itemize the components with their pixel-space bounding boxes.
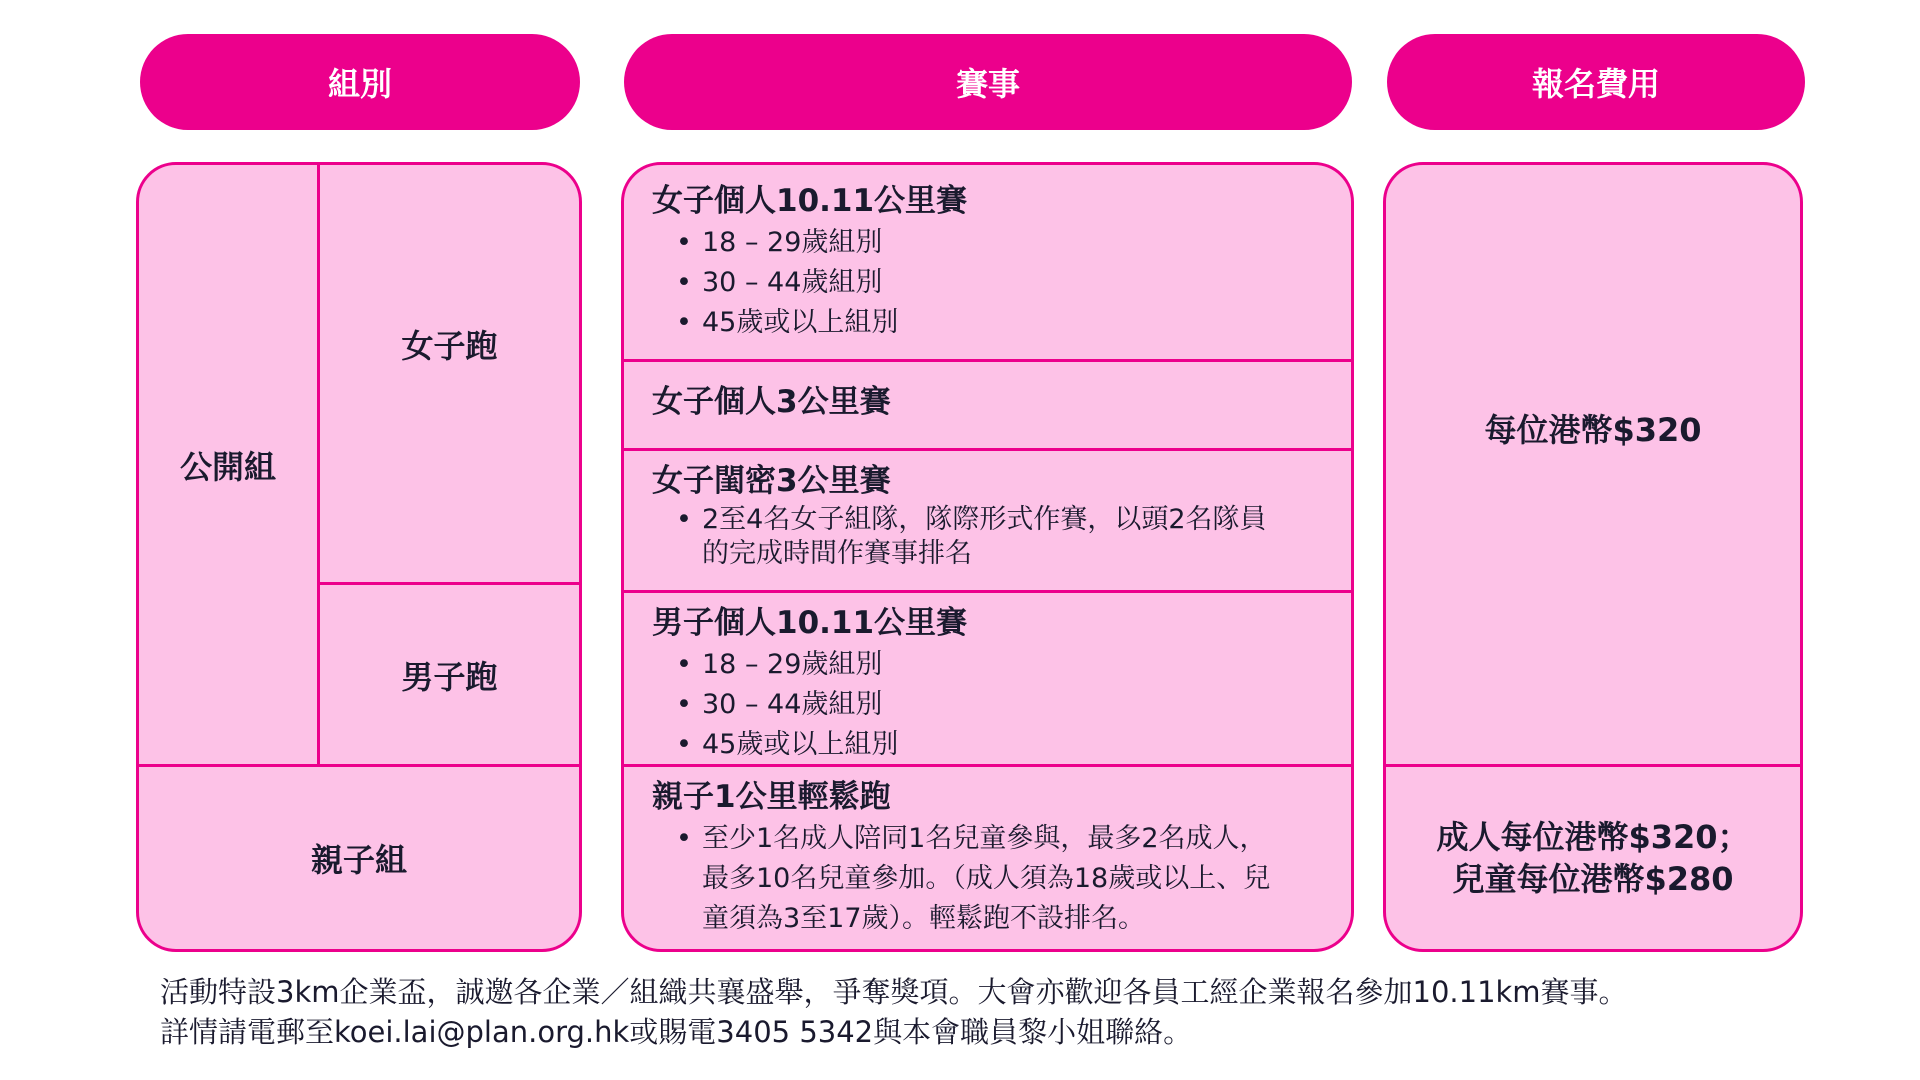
fee-family <box>1386 767 1800 949</box>
group-women-run-label: 女子跑 <box>401 326 498 365</box>
fee-box <box>1383 162 1803 952</box>
group-family <box>139 767 579 949</box>
bullet-item: • 18 – 29歲組別 <box>702 223 1331 263</box>
footer-line: 活動特設3km企業盃，誠邀各企業／組織共襄盛舉，爭奪獎項。大會亦歡迎各員工經企業報名參加10.11km賽事。 <box>160 975 1628 1009</box>
group-open-label: 公開組 <box>179 447 276 486</box>
event-title: 親子1公里輕鬆跑 <box>652 779 891 815</box>
header-event-label: 賽事 <box>955 65 1020 103</box>
header-event <box>624 34 1352 130</box>
event-box <box>621 162 1354 952</box>
event-title: 女子閨密3公里賽 <box>652 463 891 499</box>
footer-line: 詳情請電郵至koei.lai@plan.org.hk或賜電3405 5342與本會職員黎小姐聯絡。 <box>160 1015 1193 1049</box>
event-item <box>624 767 1351 949</box>
bullet-item: • 至少1名成人陪同1名兒童參與，最多2名成人，最多10名兒童參加。（成人須為18歲或以上、兒童須為3至17歲）。輕鬆跑不設排名。 <box>702 819 1272 939</box>
event-item <box>624 165 1351 359</box>
bullet-item: • 2至4名女子組隊，隊際形式作賽，以頭2名隊員的完成時間作賽事排名 <box>702 503 1292 571</box>
bullet-item: • 30 – 44歲組別 <box>702 685 1331 725</box>
fee-open-label: 每位港幣$320 <box>1484 410 1702 449</box>
header-fee-label: 報名費用 <box>1531 65 1660 103</box>
group-men-run-label: 男子跑 <box>401 657 498 696</box>
header-group <box>140 34 580 130</box>
header-group-label: 組別 <box>327 65 392 103</box>
header-fee <box>1387 34 1805 130</box>
event-item <box>624 593 1351 764</box>
event-title: 男子個人10.11公里賽 <box>652 605 968 641</box>
bullet-item: • 45歲或以上組別 <box>702 725 1331 765</box>
event-title: 女子個人10.11公里賽 <box>652 183 968 219</box>
fee-open <box>1386 165 1800 764</box>
group-box <box>136 162 582 952</box>
event-bullets <box>652 645 1331 765</box>
footer-note <box>160 972 1628 1052</box>
event-title: 女子個人3公里賽 <box>652 384 891 420</box>
event-item <box>624 362 1351 448</box>
event-item <box>624 451 1351 590</box>
fee-family-adult: 成人每位港幣$320； <box>1436 818 1750 856</box>
fee-family-child: 兒童每位港幣$280 <box>1452 860 1734 898</box>
bullet-item: • 45歲或以上組別 <box>702 303 1331 343</box>
event-bullets <box>652 503 1292 571</box>
group-women-run <box>320 165 579 582</box>
bullet-item: • 18 – 29歲組別 <box>702 645 1331 685</box>
group-men-run <box>320 585 579 764</box>
group-open <box>139 165 317 764</box>
group-family-label: 親子組 <box>310 841 407 879</box>
event-bullets <box>652 819 1272 939</box>
event-bullets <box>652 223 1331 343</box>
bullet-item: • 30 – 44歲組別 <box>702 263 1331 303</box>
